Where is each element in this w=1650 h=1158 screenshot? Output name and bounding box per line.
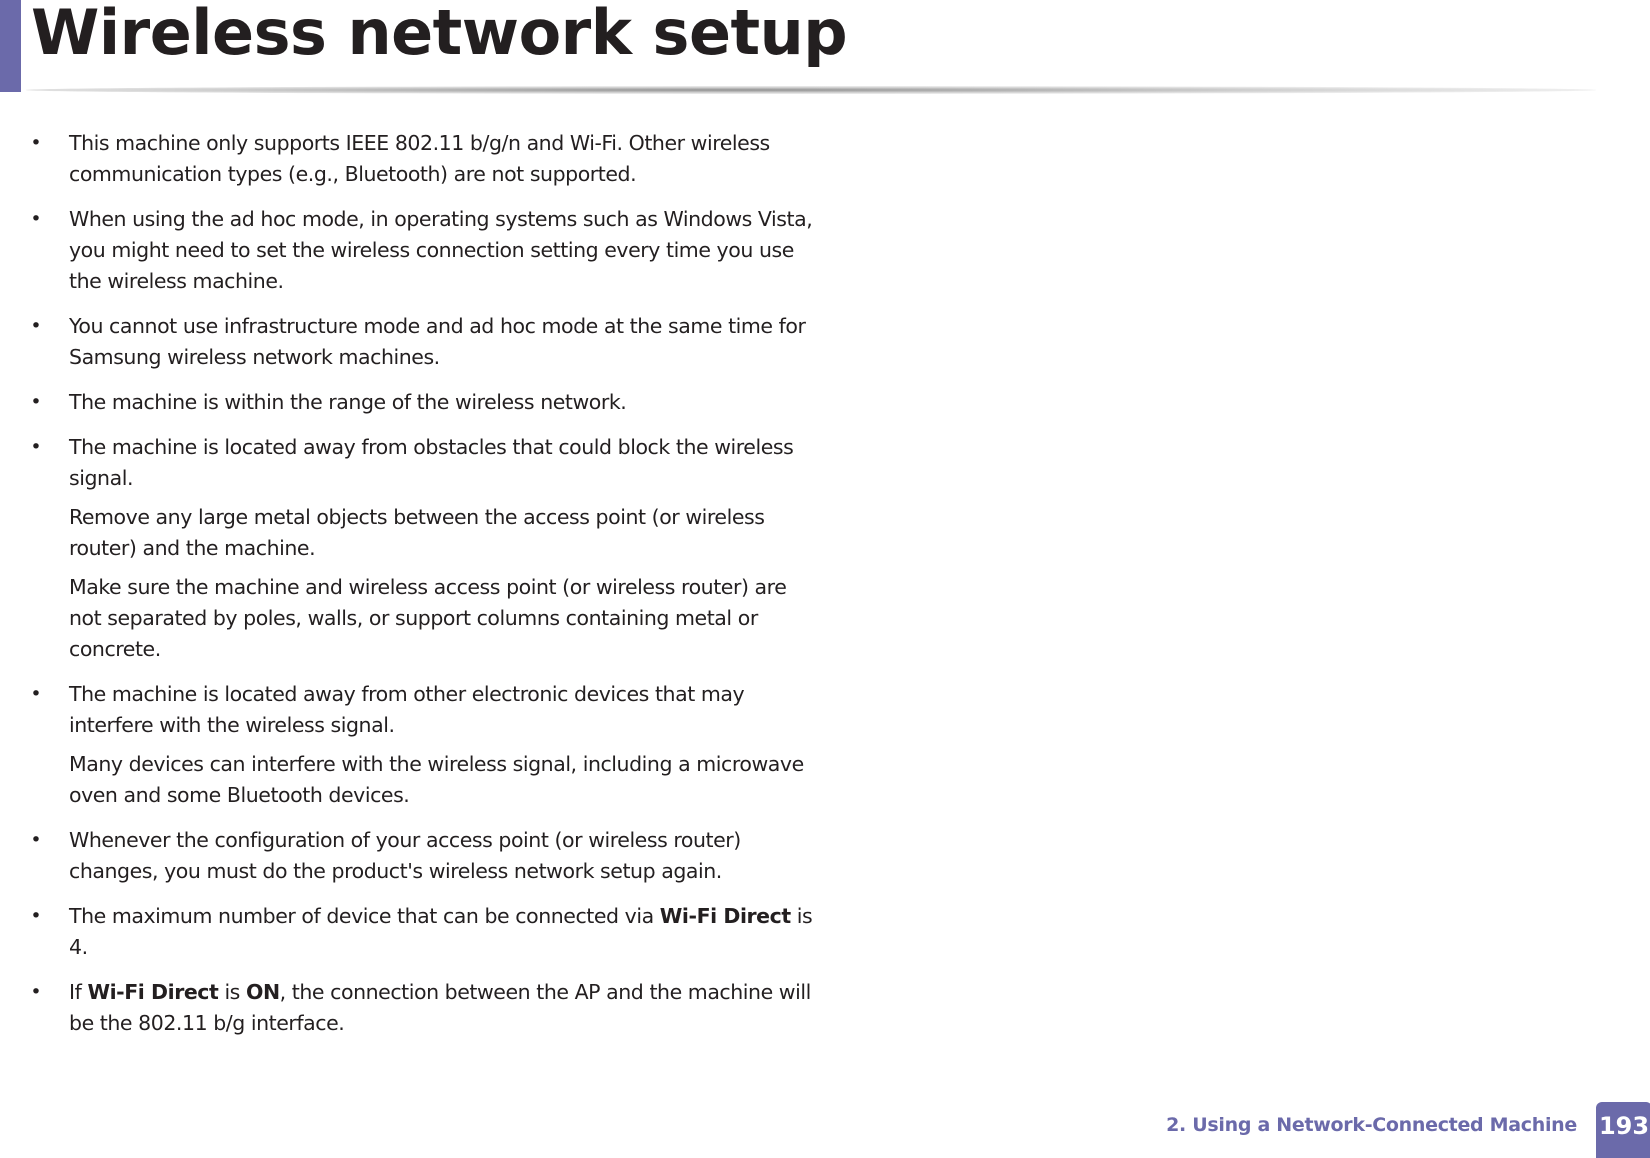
bullet-text: When using the ad hoc mode, in operating systems such as Windows Vista, you might need to set the wireless connection setting every time you use the wireless machine.	[69, 207, 813, 293]
list-item	[30, 311, 820, 373]
list-item	[30, 825, 820, 887]
list-item	[30, 204, 820, 297]
page-number-badge: 193	[1596, 1102, 1650, 1158]
list-item	[30, 679, 820, 811]
bullet-text: The machine is located away from obstacles that could block the wireless signal.	[69, 435, 794, 490]
list-item	[30, 432, 820, 665]
bullet-icon: •	[30, 208, 42, 230]
footer-chapter-title: 2. Using a Network-Connected Machine	[1166, 1114, 1577, 1136]
bullet-text: You cannot use infrastructure mode and ad hoc mode at the same time for Samsung wireless network machines.	[69, 314, 806, 369]
list-item	[30, 977, 820, 1039]
bullet-icon: •	[30, 132, 42, 154]
bullet-text: If Wi-Fi Direct is ON, the connection between the AP and the machine will be the 802.11 b/g interface.	[69, 980, 811, 1035]
bullet-text: The machine is located away from other electronic devices that may interfere with the wireless signal.	[69, 682, 745, 737]
bullet-icon: •	[30, 981, 42, 1003]
bullet-note: Make sure the machine and wireless access point (or wireless router) are not separated by poles, walls, or support columns containing metal or concrete.	[69, 575, 787, 661]
title-accent-bar	[0, 0, 21, 92]
wifi-direct-term: Wi-Fi Direct	[87, 980, 219, 1004]
bullet-text: Whenever the configuration of your access point (or wireless router) changes, you must do the product's wireless network setup again.	[69, 828, 741, 883]
bullet-text: The maximum number of device that can be connected via Wi-Fi Direct is 4.	[69, 904, 813, 959]
bullet-note: Many devices can interfere with the wireless signal, including a microwave oven and some Bluetooth devices.	[69, 752, 804, 807]
list-item	[30, 387, 820, 418]
bullet-icon: •	[30, 905, 42, 927]
bullet-icon: •	[30, 391, 42, 413]
bullet-note: Remove any large metal objects between the access point (or wireless router) and the machine.	[69, 505, 765, 560]
list-item	[30, 901, 820, 963]
bullet-icon: •	[30, 829, 42, 851]
bullet-icon: •	[30, 315, 42, 337]
on-state-term: ON	[245, 980, 280, 1004]
bullet-icon: •	[30, 683, 42, 705]
bullet-text: The machine is within the range of the wireless network.	[69, 390, 627, 414]
bullet-text: This machine only supports IEEE 802.11 b/g/n and Wi-Fi. Other wireless communication types (e.g., Bluetooth) are not supported.	[69, 131, 770, 186]
wifi-direct-term: Wi-Fi Direct	[659, 904, 791, 928]
title-underline-rule	[26, 86, 1596, 94]
bullet-icon: •	[30, 436, 42, 458]
bullet-list	[30, 128, 820, 1053]
page-title: Wireless network setup	[31, 0, 848, 69]
list-item	[30, 128, 820, 190]
